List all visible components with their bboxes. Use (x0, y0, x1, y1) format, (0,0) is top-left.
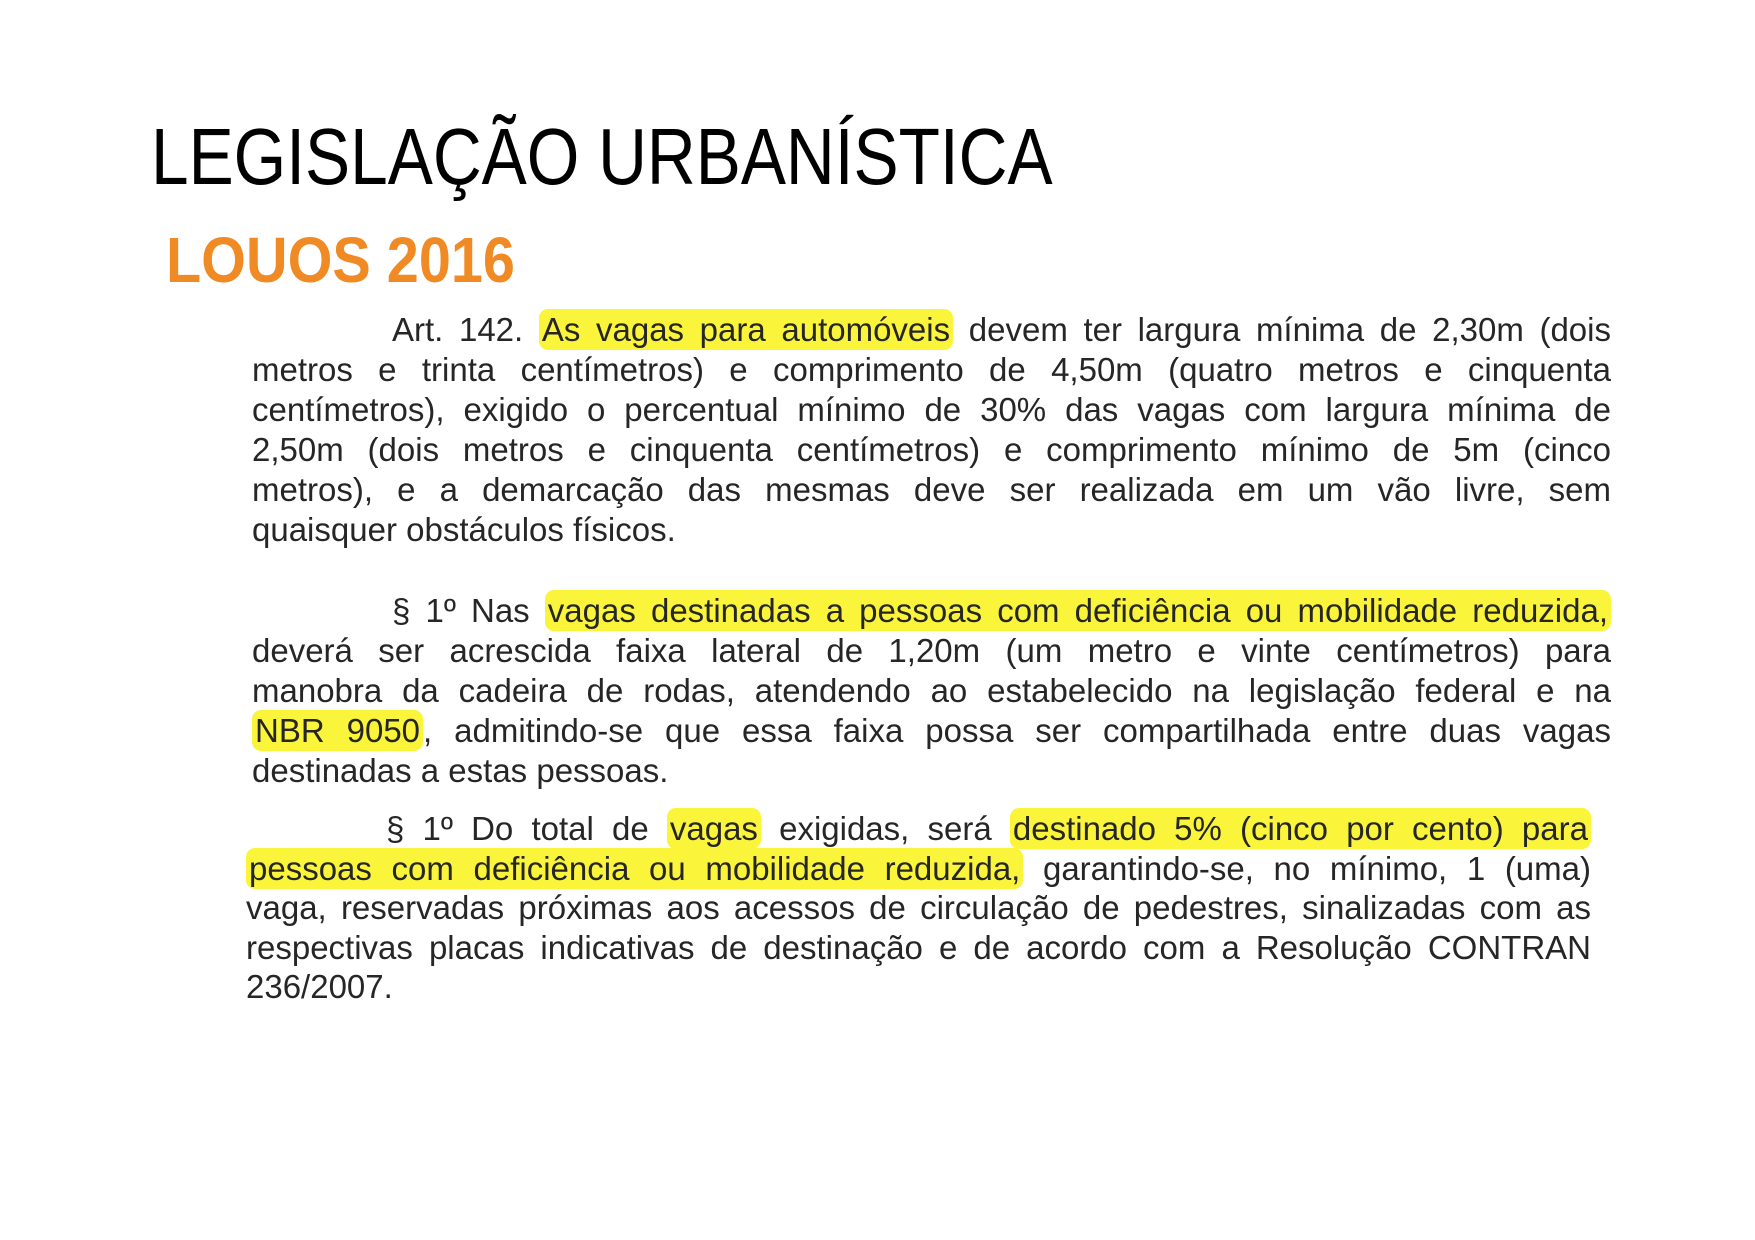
text-segment: quaisquer obstáculos físicos. (252, 511, 676, 548)
text-segment: garantindo-se, no mínimo, 1 (uma) (1023, 849, 1591, 887)
text-line (252, 711, 1611, 751)
text-line (246, 809, 1591, 849)
text-segment: § 1º Nas (392, 592, 545, 629)
text-segment: respectivas placas indicativas de destinação e de acordo com a Resolução CONTRAN (246, 928, 1591, 966)
article-paragraph (252, 591, 1611, 791)
article-paragraph (252, 310, 1611, 550)
text-segment: exigidas, será (760, 810, 1010, 847)
highlighted-text: pessoas com deficiência ou mobilidade reduzida, (246, 848, 1023, 889)
text-line (252, 591, 1611, 631)
text-line (252, 631, 1611, 671)
highlighted-text: vagas (667, 808, 761, 849)
highlighted-text: As vagas para automóveis (539, 309, 953, 350)
text-segment: metros), e a demarcação das mesmas deve ser realizada em um vão livre, sem (252, 471, 1611, 508)
text-segment: deverá ser acrescida faixa lateral de 1,20m (um metro e vinte centímetros) para (252, 632, 1611, 669)
text-segment: , admitindo-se que essa faixa possa ser compartilhada entre duas vagas (423, 712, 1611, 749)
text-line (246, 849, 1591, 889)
text-segment: § 1º Do total de (386, 810, 667, 847)
slide-title: LEGISLAÇÃO URBANÍSTICA (151, 112, 1053, 201)
text-line (252, 430, 1611, 470)
text-line (246, 888, 1591, 928)
text-line (252, 350, 1611, 390)
slide-subtitle: LOUOS 2016 (166, 224, 515, 296)
text-segment: 2,50m (dois metros e cinquenta centímetros) e comprimento mínimo de 5m (cinco (252, 431, 1611, 468)
text-segment: vaga, reservadas próximas aos acessos de circulação de pedestres, sinalizadas com as (246, 889, 1591, 926)
text-line (246, 967, 1591, 1007)
text-line (252, 751, 1611, 791)
text-segment: 236/2007. (246, 968, 393, 1005)
highlighted-text: destinado 5% (cinco por cento) para (1010, 808, 1591, 849)
text-segment: centímetros), exigido o percentual mínimo de 30% das vagas com largura mínima de (252, 391, 1611, 428)
text-segment: metros e trinta centímetros) e comprimento de 4,50m (quatro metros e cinquenta (252, 351, 1611, 388)
text-line (252, 390, 1611, 430)
text-line (252, 671, 1611, 711)
text-segment: Art. 142. (392, 311, 539, 348)
text-line (252, 510, 1611, 550)
text-segment: manobra da cadeira de rodas, atendendo ao estabelecido na legislação federal e na (252, 672, 1611, 709)
text-line (252, 310, 1611, 350)
highlighted-text: vagas destinadas a pessoas com deficiência ou mobilidade reduzida, (545, 590, 1611, 631)
highlighted-text: NBR 9050 (252, 710, 423, 751)
text-segment: devem ter largura mínima de 2,30m (dois (953, 311, 1611, 348)
article-paragraph (246, 809, 1591, 1007)
text-segment: destinadas a estas pessoas. (252, 752, 669, 789)
text-line (252, 470, 1611, 510)
text-line (246, 928, 1591, 968)
